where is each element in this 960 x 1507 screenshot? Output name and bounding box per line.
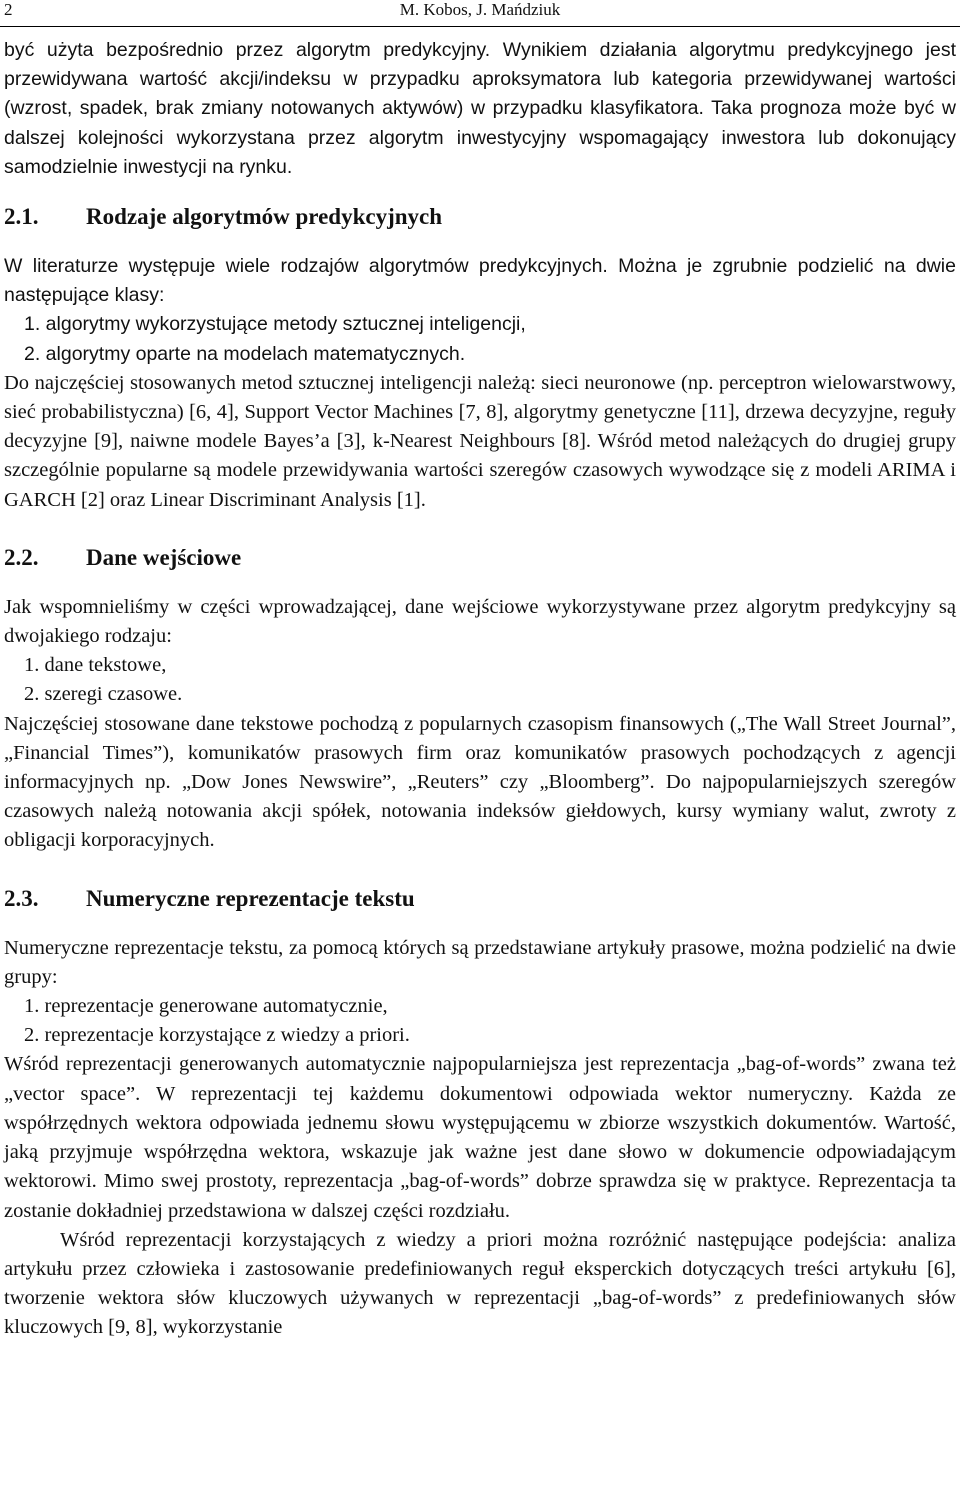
section-title: Rodzaje algorytmów predykcyjnych [86,204,443,230]
paragraph-apriori: Wśród reprezentacji korzystających z wiedzy a priori można rozróżnić następujące podejścia: analiza artykułu przez człowieka i zastosowanie predefiniowanych reguł eksperckich dotyczących treści artykułu [6], tworzenie wektora słów kluczowych używanych w reprezentacji „bag-of-words” z predefiniowanych słów kluczowych [9, 8], wykorzystanie [4,1228,956,1339]
section-title: Dane wejściowe [86,544,242,570]
list-item: 2. reprezentacje korzystające z wiedzy a priori. [24,1024,410,1047]
section-number: 2.1. [4,204,39,230]
list-item: 2. algorytmy oparte na modelach matematycznych. [24,342,466,365]
section-heading-2-1 [4,202,956,232]
list-item: 1. reprezentacje generowane automatycznie, [24,995,388,1018]
paragraph-repr-intro: Numeryczne reprezentacje tekstu, za pomocą których są przedstawiane artykuły prasowe, można podzielić na dwie grupy: [4,936,956,988]
section-title: Numeryczne reprezentacje tekstu [86,885,415,911]
header-authors: M. Kobos, J. Mańdziuk [399,0,561,19]
section-heading-2-3 [4,884,956,914]
paragraph-input-intro: Jak wspomnieliśmy w części wprowadzającej, dane wejściowe wykorzystywane przez algorytm predykcyjny są dwojakiego rodzaju: [4,595,956,648]
paragraph-intro: być użyta bezpośrednio przez algorytm predykcyjny. Wynikiem działania algorytmu predykcyjnego jest przewidywana wartość akcji/indeksu w przypadku aproksymatora lub kategoria przewidywanej wartości (wzrost, spadek, brak zmiany notowanych aktywów) w przypadku klasyfikatora. Taka prognoza może być w dalszej kolejności wykorzystana przez algorytm inwestycyjny wspomagający inwestora lub dokonujący samodzielnie inwestycji na rynku. [4,39,956,178]
paragraph-algo-intro: W literaturze występuje wiele rodzajów algorytmów predykcyjnych. Można je zgrubnie podzielić na dwie następujące klasy: [4,255,956,307]
page-body [4,36,956,1343]
section-heading-2-2 [4,543,956,573]
list-item: 1. algorytmy wykorzystujące metody sztucznej inteligencji, [24,313,526,336]
section-number: 2.3. [4,885,39,911]
paragraph-bag-of-words: Wśród reprezentacji generowanych automatycznie najpopularniejsza jest reprezentacja „bag-of-words” zwana też „vector space”. W reprezentacji tej każdemu dokumentowi odpowiada wektor numeryczny. Każda ze współrzędnych wektora odpowiada jednemu słowu występującemu w zbiorze wszystkich dokumentów. Wartość, jaką przyjmuje współrzędna wektora, wskazuje jak ważne jest dane słowo w dokumencie odpowiadającym wektorowi. Mimo swej prostoty, reprezentacja „bag-of-words” dobrze sprawdza się w praktyce. Reprezentacja ta zostanie dokładniej przedstawiona w dalszej części rozdziału. [4,1053,956,1222]
running-header [0,0,960,27]
list-item: 1. dane tekstowe, [24,654,167,677]
page-number: 2 [4,0,13,19]
paragraph-ai-methods: Do najczęściej stosowanych metod sztucznej inteligencji należą: sieci neuronowe (np. perceptron wielowarstwowy, sieć probabilistyczna) [6, 4], Support Vector Machines [7, 8], algorytmy genetyczne [11], drzewa decyzyjne, reguły decyzyjne [9], naiwne modele Bayes’a [3], k-Nearest Neighbours [8]. Wśród metod należących do drugiej grupy szczególnie popularne są modele przewidywania wartości szeregów czasowych wywodzące się z modeli ARIMA i GARCH [2] oraz Linear Discriminant Analysis [1]. [4,371,956,511]
section-number: 2.2. [4,544,39,570]
paragraph-text-sources: Najczęściej stosowane dane tekstowe pochodzą z popularnych czasopism finansowych („The Wall Street Journal”, „Financial Times”), komunikatów prasowych firm oraz komunikatów prasowych pochodzących z agencji informacyjnych np. „Dow Jones Newswire”, „Reuters” czy „Bloomberg”. Do najpopularniejszych szeregów czasowych należą notowania akcji spółek, notowania indeksów giełdowych, kursy wymiany walut, zwroty z obligacji korporacyjnych. [4,712,956,852]
list-item: 2. szeregi czasowe. [24,683,183,706]
